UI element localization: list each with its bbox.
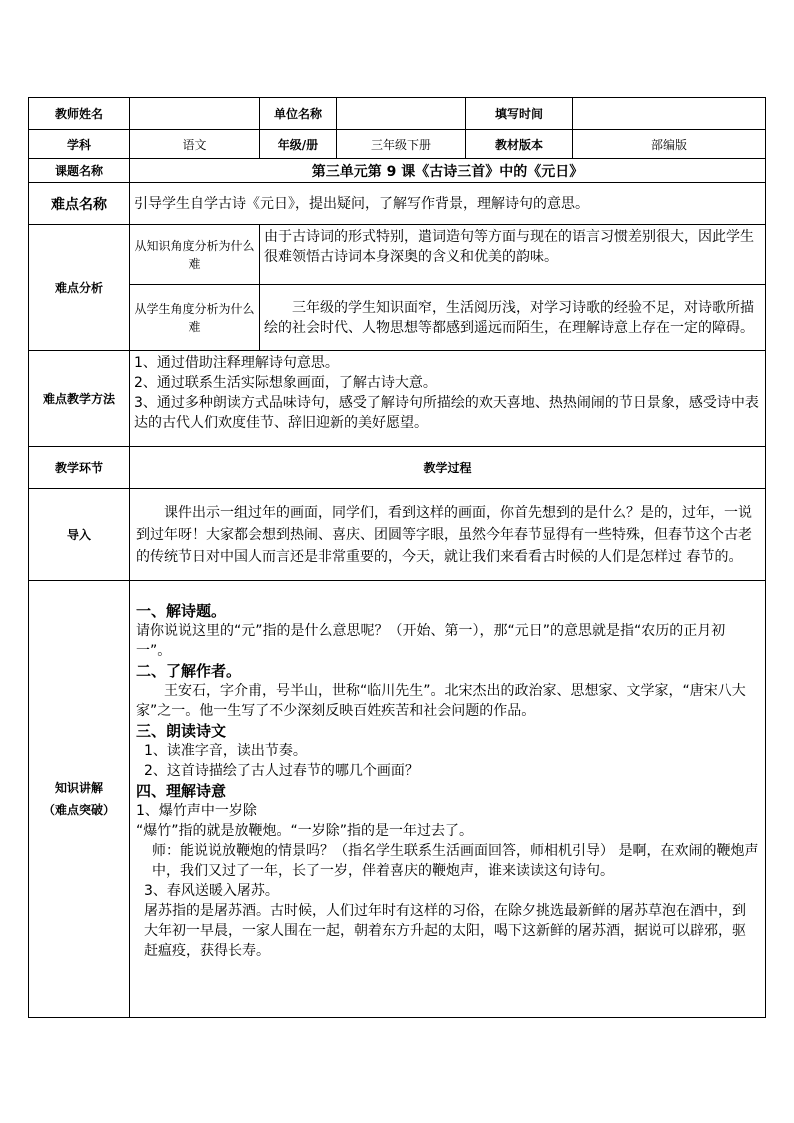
method-item: 2、通过联系生活实际想象画面，了解古诗大意。: [134, 375, 437, 391]
teacher-name-value: [130, 98, 260, 130]
section-heading: 四、理解诗意: [136, 782, 227, 800]
lesson-title-label: 课题名称: [29, 159, 130, 183]
teaching-stage-header: 教学环节: [29, 447, 130, 489]
teaching-process-header: 教学过程: [130, 447, 766, 489]
method-row: [29, 351, 766, 447]
edition-label: 教材版本: [466, 130, 573, 159]
unit-name-value: [337, 98, 466, 130]
difficulty-name-value: 引导学生自学古诗《元日》，提出疑问，了解写作背景，理解诗句的意思。: [130, 183, 766, 225]
difficulty-name-row: [29, 183, 766, 225]
section-text: 请你说说这里的“元”指的是什么意思呢？（开始、第一），那“元日”的意思就是指“农历的正月初一”。: [136, 623, 726, 659]
list-item: 1、爆竹声中一岁除: [136, 803, 257, 819]
header-row-1: [29, 98, 766, 130]
section-text: 屠苏指的是屠苏酒。古时候，人们过年时有这样的习俗，在除夕挑选最新鲜的屠苏草泡在酒中，到大年初一早晨，一家人围在一起，朝着东方升起的太阳，喝下这新鲜的屠苏酒，据说可以辟邪，驱赶瘟疫，获得长寿。: [144, 903, 746, 959]
section-text: 师：能说说放鞭炮的情景吗？（指名学生联系生活画面回答，师相机引导） 是啊，在欢闹的鞭炮声中，我们又过了一年，长了一岁，伴着喜庆的鞭炮声，谁来读读这句诗句。: [152, 843, 759, 879]
difficulty-name-label: 难点名称: [29, 183, 130, 225]
section-heading: 一、解诗题。: [136, 602, 227, 620]
knowledge-label: [29, 581, 130, 1018]
subject-value: 语文: [130, 130, 260, 159]
unit-name-label: 单位名称: [260, 98, 337, 130]
subject-label: 学科: [29, 130, 130, 159]
lesson-title-row: [29, 159, 766, 183]
student-angle-label: 从学生角度分析为什么难: [130, 285, 260, 351]
grade-label: 年级/册: [260, 130, 337, 159]
teacher-name-label: 教师姓名: [29, 98, 130, 130]
list-item: 2、这首诗描绘了古人过春节的哪几个画面？: [144, 763, 419, 779]
fill-date-value: [573, 98, 766, 130]
student-angle-text: 三年级的学生知识面窄，生活阅历浅，对学习诗歌的经验不足，对诗歌所描绘的社会时代、人物思想等都感到遥远而陌生，在理解诗意上存在一定的障碍。: [260, 285, 766, 351]
lesson-title-value: 第三单元第 9 课《古诗三首》中的《元日》: [130, 159, 766, 183]
section-heading: 二、了解作者。: [136, 662, 242, 680]
knowledge-angle-text: 由于古诗词的形式特别，遣词造句等方面与现在的语言习惯差别很大，因此学生很难领悟古诗词本身深奥的含义和优美的韵味。: [260, 225, 766, 285]
section-text: “爆竹”指的就是放鞭炮。“一岁除”指的是一年过去了。: [136, 823, 474, 839]
lesson-plan-table: [28, 97, 766, 1018]
process-header-row: [29, 447, 766, 489]
section-text: 王安石，字介甫，号半山，世称“临川先生”。北宋杰出的政治家、思想家、文学家，“唐宋八大家”之一。他一生写了不少深刻反映百姓疾苦和社会问题的作品。: [136, 683, 746, 719]
section-heading: 三、朗读诗文: [136, 722, 227, 740]
analysis-label: 难点分析: [29, 225, 130, 351]
intro-text: 课件出示一组过年的画面，同学们，看到这样的画面，你首先想到的是什么？是的，过年，一说到过年呀！大家都会想到热闹、喜庆、团圆等字眼，虽然今年春节显得有一些特殊，但春节这个古老的传统节日对中国人而言还是非常重要的，今天，就让我们来看看古时候的人们是怎样过 春节的。: [130, 489, 766, 581]
grade-value: 三年级下册: [337, 130, 466, 159]
method-label: 难点教学方法: [29, 351, 130, 447]
knowledge-content: [130, 581, 766, 1018]
fill-date-label: 填写时间: [466, 98, 573, 130]
method-item: 3、通过多种朗读方式品味诗句，感受了解诗句所描绘的欢天喜地、热热闹闹的节日景象，感受诗中表达的古代人们欢度佳节、辞旧迎新的美好愿望。: [134, 395, 759, 431]
intro-row: [29, 489, 766, 581]
knowledge-label-line1: 知识讲解: [54, 781, 103, 795]
list-item: 1、读准字音，读出节奏。: [144, 743, 307, 759]
edition-value: 部编版: [573, 130, 766, 159]
knowledge-angle-label: 从知识角度分析为什么难: [130, 225, 260, 285]
analysis-student-row: [29, 285, 766, 351]
list-item: 3、春风送暖入屠苏。: [144, 883, 279, 899]
analysis-knowledge-row: [29, 225, 766, 285]
method-item: 1、通过借助注释理解诗句意思。: [134, 355, 339, 371]
intro-label: 导入: [29, 489, 130, 581]
knowledge-label-line2: （难点突破）: [42, 803, 115, 817]
header-row-2: [29, 130, 766, 159]
knowledge-row: [29, 581, 766, 1018]
method-list: [130, 351, 766, 447]
